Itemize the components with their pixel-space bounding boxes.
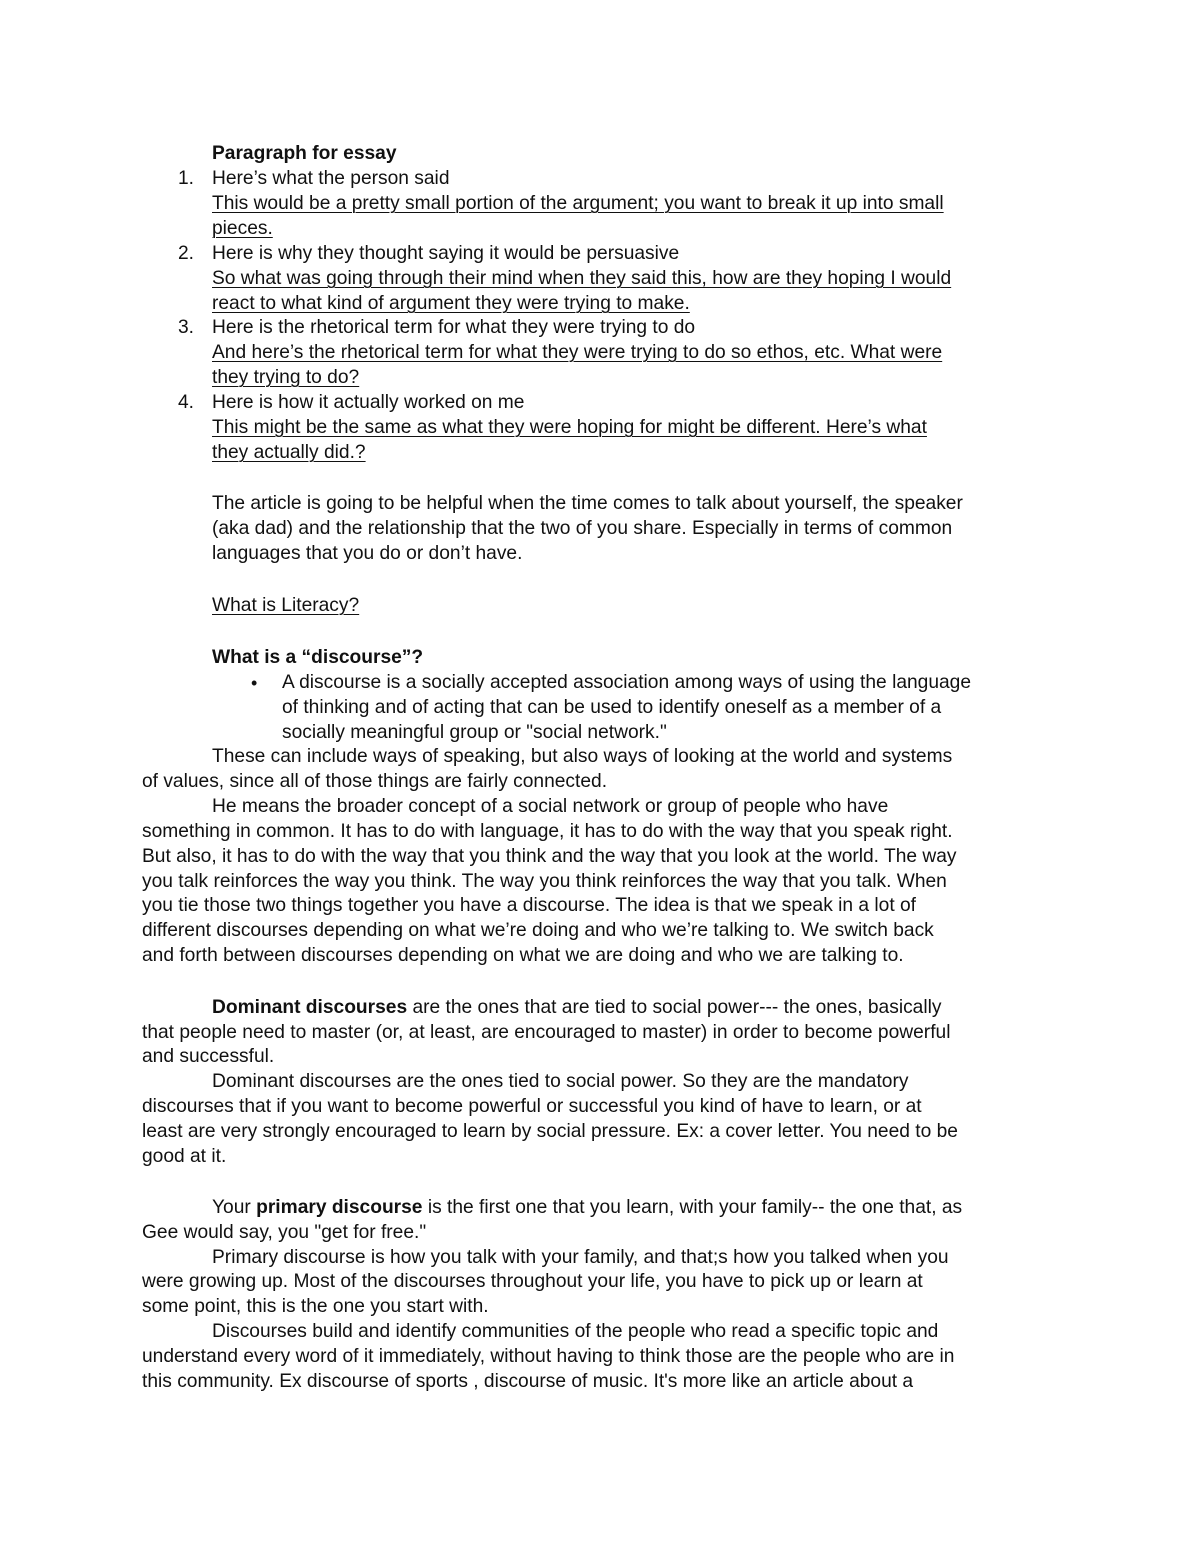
literacy-heading: What is Literacy? [212, 595, 360, 616]
bullet-icon: • [251, 673, 258, 693]
paragraph-line: this community. Ex discourse of sports , discourse of music. It's more like an article about a [142, 1371, 914, 1392]
paragraph-line: and successful. [142, 1046, 275, 1067]
list-number: 1. [177, 168, 194, 189]
list-number: 2. [177, 243, 194, 264]
paragraph-line: and forth between discourses depending on what we are doing and who we are talking to. [142, 945, 904, 966]
paragraph-line: These can include ways of speaking, but also ways of looking at the world and systems [212, 746, 953, 767]
paragraph-line: least are very strongly encouraged to learn by social pressure. Ex: a cover letter. You need to be [142, 1121, 958, 1142]
dominant-paragraph-first-line [212, 996, 941, 1021]
paragraph-line: Primary discourse is how you talk with your family, and that;s how you talked when you [212, 1247, 949, 1268]
paragraph-line: you tie those two things together you have a discourse. The idea is that we speak in a lot of [142, 895, 917, 916]
bullet-text-line: A discourse is a socially accepted association among ways of using the language [282, 672, 972, 693]
paragraph-line: But also, it has to do with the way that you think and the way that you look at the world. The way [142, 846, 957, 867]
paragraph-line: that people need to master (or, at least, are encouraged to master) in order to become powerful [142, 1022, 951, 1043]
bullet-text-line: of thinking and of acting that can be used to identify oneself as a member of a [282, 697, 942, 718]
paragraph-line: of values, since all of those things are fairly connected. [142, 771, 608, 792]
article-paragraph-line: languages that you do or don’t have. [212, 543, 523, 564]
paragraph-line: good at it. [142, 1146, 227, 1167]
paragraph-line: understand every word of it immediately, without having to think those are the people who are in [142, 1346, 955, 1367]
article-paragraph-line: The article is going to be helpful when the time comes to talk about yourself, the speaker [212, 493, 963, 514]
list-item-note: And here’s the rhetorical term for what they were trying to do so ethos, etc. What were [212, 342, 943, 363]
paragraph-line: discourses that if you want to become powerful or successful you kind of have to learn, or at [142, 1096, 922, 1117]
discourse-heading: What is a “discourse”? [212, 647, 424, 668]
primary-term: primary discourse [256, 1197, 423, 1218]
list-item-note: This would be a pretty small portion of the argument; you want to break it up into small [212, 193, 944, 214]
paragraph-line: something in common. It has to do with language, it has to do with the way that you speak right. [142, 821, 953, 842]
article-paragraph-line: (aka dad) and the relationship that the two of you share. Especially in terms of common [212, 518, 953, 539]
bullet-text-line: socially meaningful group or "social network." [282, 722, 667, 743]
primary-text-before: Your [212, 1197, 257, 1218]
list-number: 3. [177, 317, 194, 338]
list-item-note: they actually did.? [212, 442, 366, 463]
list-item-title: Here is how it actually worked on me [212, 392, 525, 413]
paragraph-line: Discourses build and identify communities of the people who read a specific topic and [212, 1321, 939, 1342]
list-item-title: Here is the rhetorical term for what they were trying to do [212, 317, 696, 338]
dominant-term: Dominant discourses [212, 997, 408, 1018]
list-item-note: This might be the same as what they were hoping for might be different. Here’s what [212, 417, 927, 438]
primary-text: is the first one that you learn, with your family-- the one that, as [422, 1197, 963, 1218]
paragraph-line: Dominant discourses are the ones tied to social power. So they are the mandatory [212, 1071, 909, 1092]
list-item-title: Here’s what the person said [212, 168, 450, 189]
list-item-note: pieces. [212, 218, 273, 239]
paragraph-line: He means the broader concept of a social network or group of people who have [212, 796, 889, 817]
paragraph-line: Gee would say, you "get for free." [142, 1222, 427, 1243]
list-number: 4. [177, 392, 194, 413]
list-item-title: Here is why they thought saying it would be persuasive [212, 243, 680, 264]
list-item-note: react to what kind of argument they were trying to make. [212, 293, 690, 314]
list-item-note: So what was going through their mind when they said this, how are they hoping I would [212, 268, 952, 289]
paragraph-line: different discourses depending on what we’re doing and who we’re talking to. We switch back [142, 920, 934, 941]
paragraph-line: were growing up. Most of the discourses throughout your life, you have to pick up or learn at [142, 1271, 923, 1292]
list-item-note: they trying to do? [212, 367, 360, 388]
paragraph-line: some point, this is the one you start with. [142, 1296, 489, 1317]
dominant-text: are the ones that are tied to social power--- the ones, basically [407, 997, 942, 1018]
primary-paragraph-first-line [212, 1196, 962, 1221]
paragraph-line: you talk reinforces the way you think. The way you think reinforces the way that you talk. When [142, 871, 947, 892]
essay-heading: Paragraph for essay [212, 143, 397, 164]
